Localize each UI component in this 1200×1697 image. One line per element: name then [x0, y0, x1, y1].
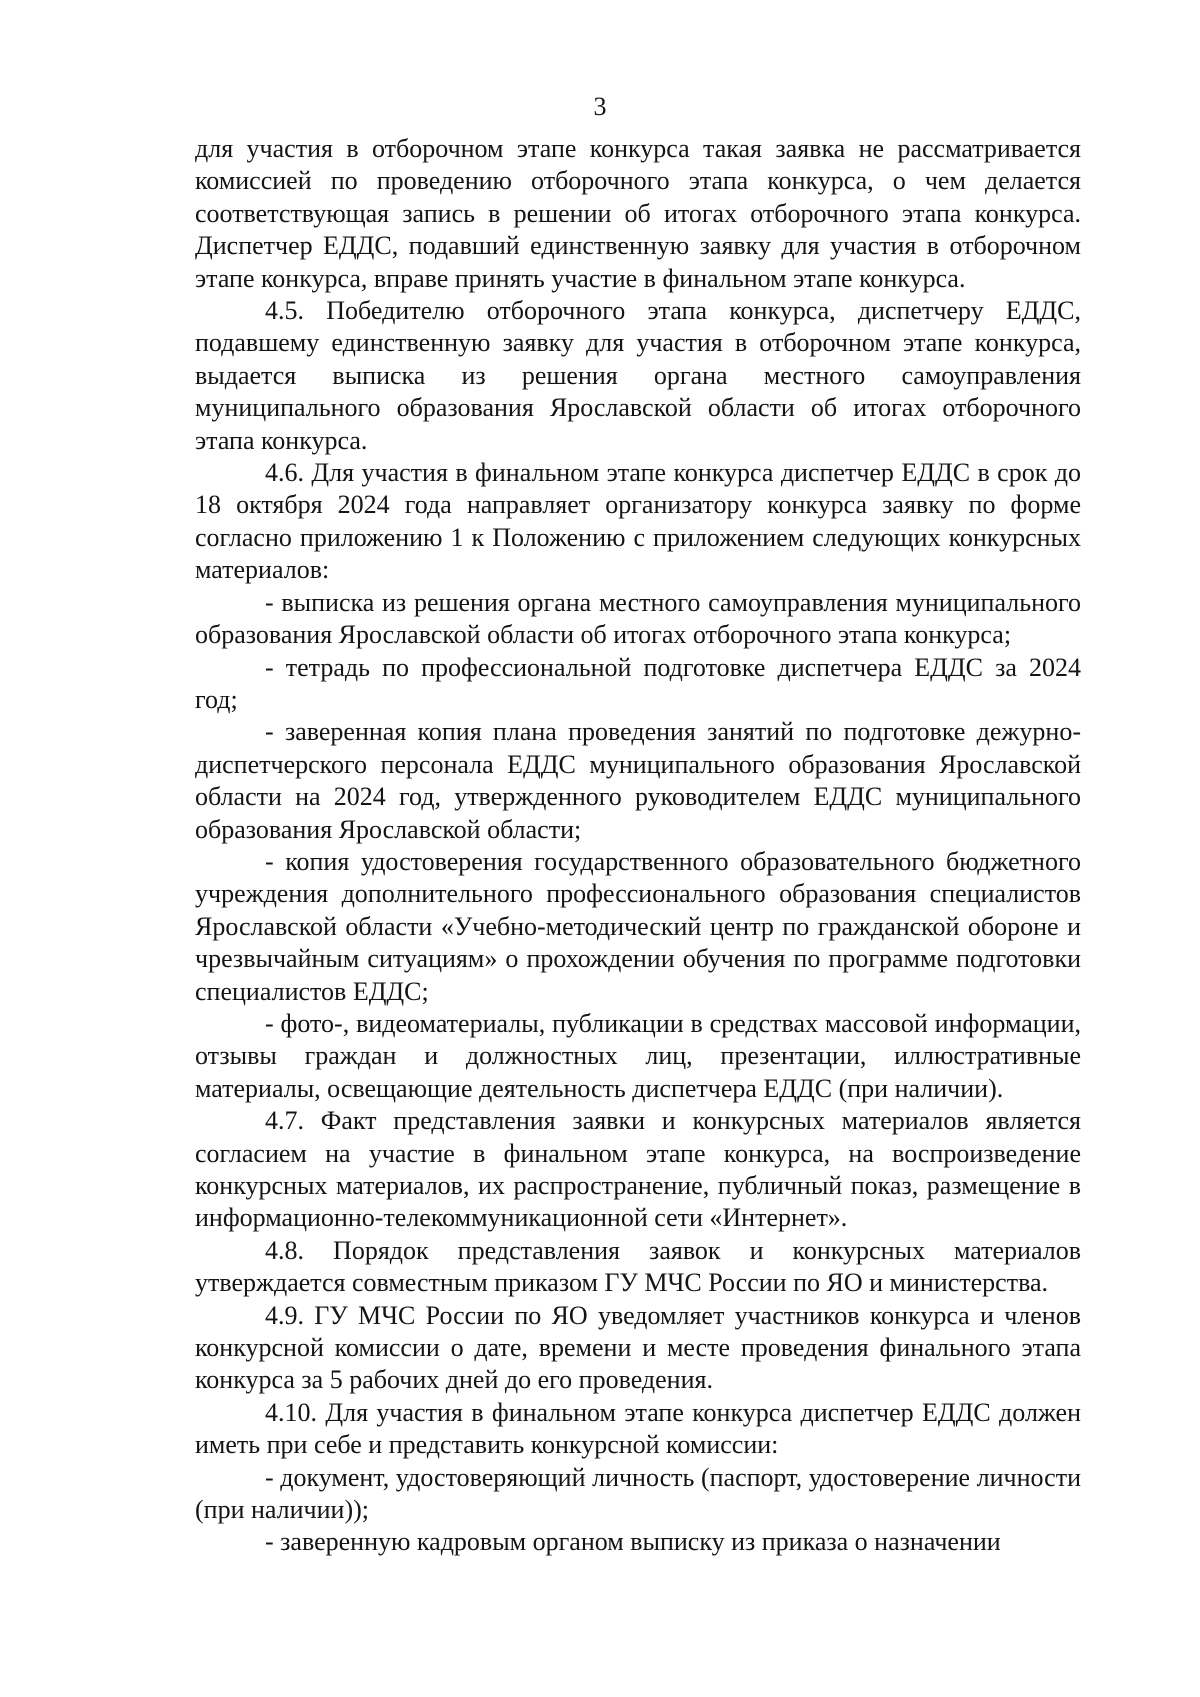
- clause-4-7: 4.7. Факт представления заявки и конкурсных материалов является согласием на участие в финальном этапе конкурса, на воспроизведение конкурсных материалов, их распространение, публичный показ, размещение в информационно-телекоммуникационной сети «Интернет».: [195, 1106, 1081, 1233]
- clause-4-9: 4.9. ГУ МЧС России по ЯО уведомляет участников конкурса и членов конкурсной комиссии о дате, времени и месте проведения финального этапа конкурса за 5 рабочих дней до его проведения.: [195, 1300, 1081, 1395]
- clause-4-8: 4.8. Порядок представления заявок и конкурсных материалов утверждается совместным приказом ГУ МЧС России по ЯО и министерства.: [195, 1235, 1081, 1298]
- list-item-order-extract: - заверенную кадровым органом выписку из приказа о назначении: [265, 1527, 1001, 1557]
- list-item-training-plan: - заверенная копия плана проведения занятий по подготовке дежурно-диспетчерского персонала ЕДДС муниципального образования Ярославской области на 2024 год, утвержденного руководителем ЕДДС муниципального образования Ярославской области;: [195, 717, 1081, 844]
- list-item-media: - фото-, видеоматериалы, публикации в средствах массовой информации, отзывы граждан и должностных лиц, презентации, иллюстративные материалы, освещающие деятельность диспетчера ЕДДС (при наличии).: [195, 1008, 1081, 1103]
- page-number: 3: [593, 92, 607, 121]
- list-item-notebook: - тетрадь по профессиональной подготовке диспетчера ЕДДС за 2024 год;: [195, 652, 1081, 714]
- clause-4-10: 4.10. Для участия в финальном этапе конкурса диспетчер ЕДДС должен иметь при себе и представить конкурсной комиссии:: [195, 1397, 1081, 1460]
- paragraph-continuation: для участия в отборочном этапе конкурса такая заявка не рассматривается комиссией по проведению отборочного этапа конкурса, о чем делается соответствующая запись в решении об итогах отборочного этапа конкурса. Диспетчер ЕДДС, подавший единственную заявку для участия в отборочном этапе конкурса, вправе принять участие в финальном этапе конкурса.: [195, 134, 1081, 293]
- clause-4-5: 4.5. Победителю отборочного этапа конкурса, диспетчеру ЕДДС, подавшему единственную заявку для участия в отборочном этапе конкурса, выдается выписка из решения органа местного самоуправления муниципального образования Ярославской области об итогах отборочного этапа конкурса.: [195, 296, 1081, 455]
- list-item-extract: - выписка из решения органа местного самоуправления муниципального образования Ярославской области об итогах отборочного этапа конкурса;: [195, 587, 1081, 650]
- list-item-certificate: - копия удостоверения государственного образовательного бюджетного учреждения дополнительного профессионального образования специалистов Ярославской области «Учебно-методический центр по гражданской обороне и чрезвычайным ситуациям» о прохождении обучения по программе подготовки специалистов ЕДДС;: [195, 846, 1081, 1006]
- list-item-identity-document: - документ, удостоверяющий личность (паспорт, удостоверение личности (при наличии));: [195, 1462, 1081, 1525]
- document-body: [195, 133, 1081, 1559]
- clause-4-6: 4.6. Для участия в финальном этапе конкурса диспетчер ЕДДС в срок до 18 октября 2024 года направляет организатору конкурса заявку по форме согласно приложению 1 к Положению с приложением следующих конкурсных материалов:: [195, 458, 1081, 585]
